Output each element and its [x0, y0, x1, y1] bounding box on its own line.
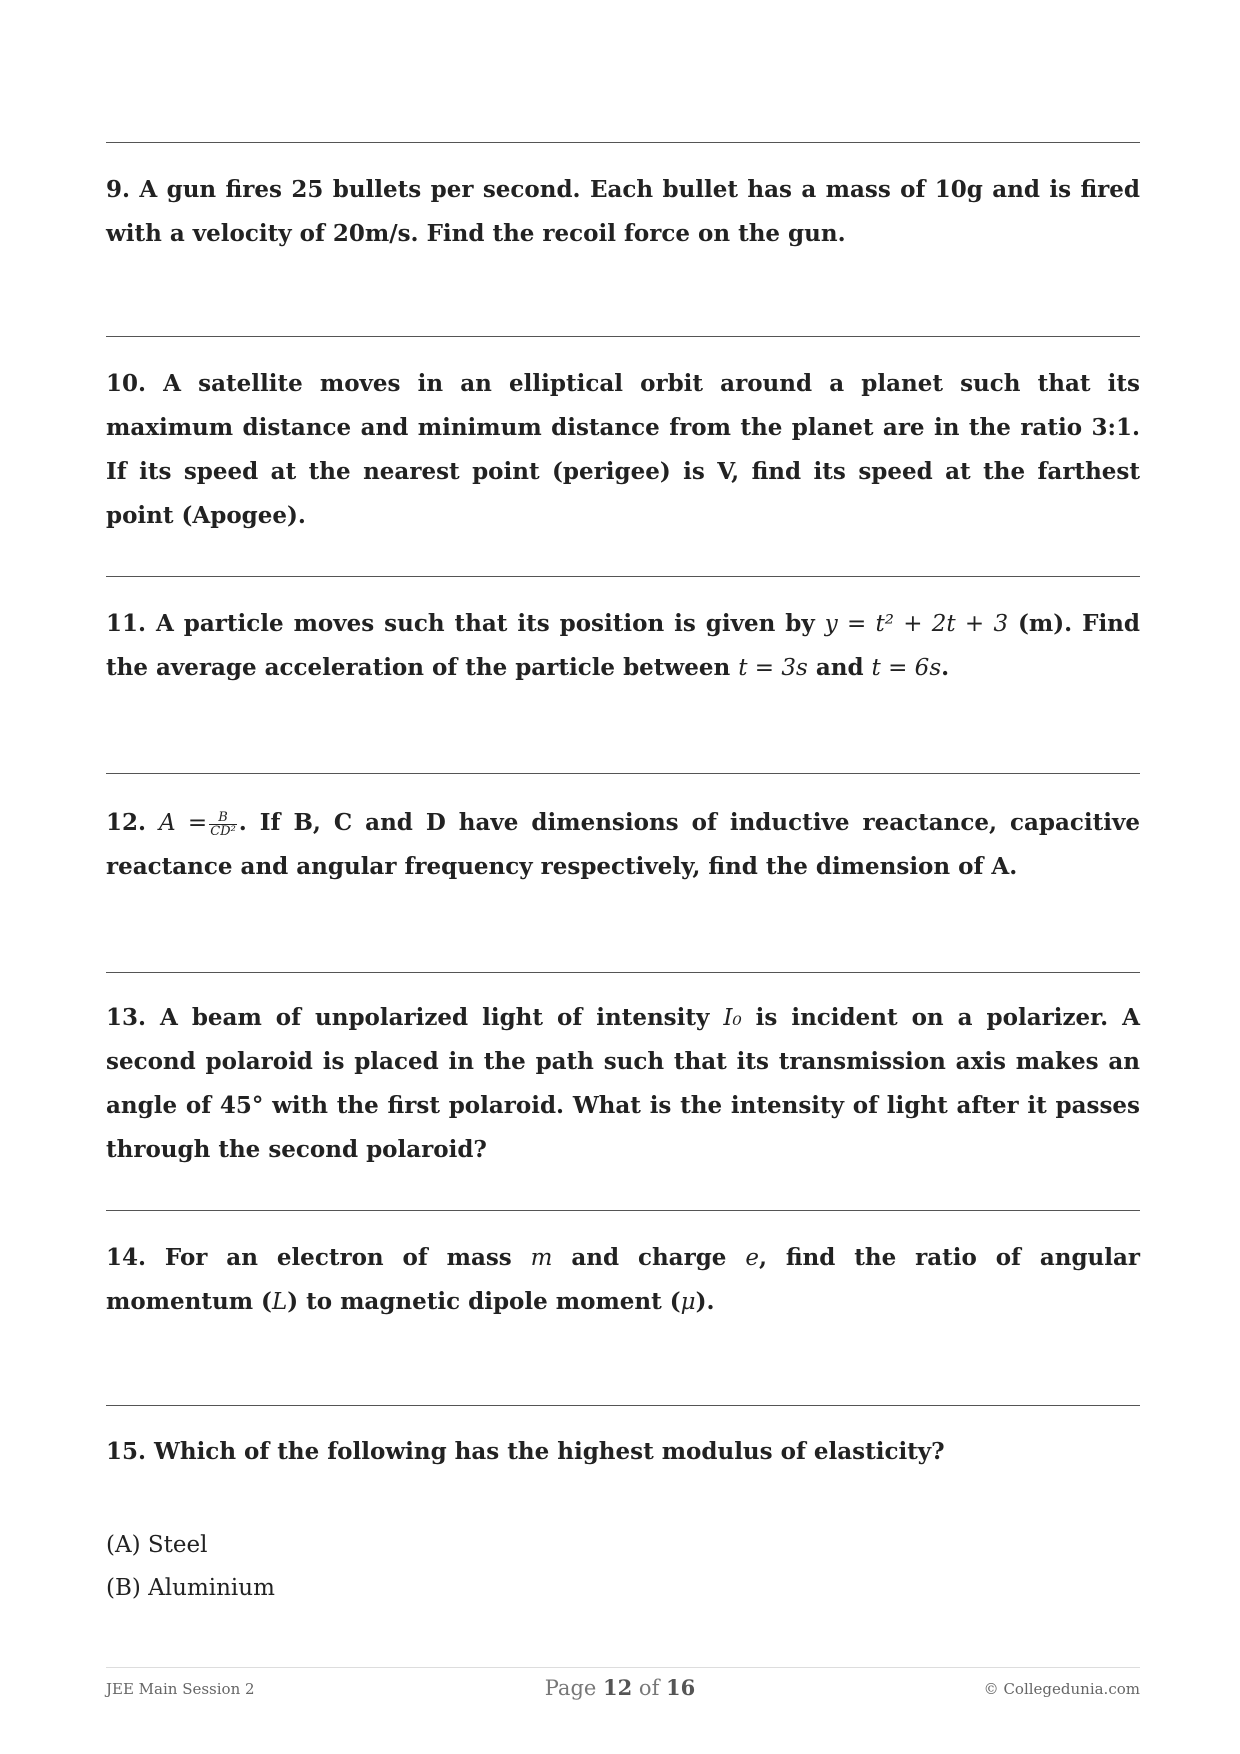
- question-11-equation-2: t = 3s: [738, 655, 808, 681]
- question-14: [106, 1236, 1140, 1324]
- page-of: of: [638, 1676, 660, 1700]
- question-12-fraction: [209, 811, 237, 838]
- footer-divider: [106, 1667, 1140, 1668]
- fraction-denominator: CD²: [210, 823, 236, 839]
- question-14-text-4: ) to magnetic dipole moment (: [287, 1288, 681, 1315]
- question-12-text: . If B, C and D have dimensions of inductive reactance, capacitive reactance and angular frequency respectively, find the dimension of A.: [106, 809, 1140, 880]
- page-word: Page: [544, 1676, 597, 1700]
- divider: [106, 1405, 1140, 1406]
- question-14-symbol-mass: m: [530, 1245, 553, 1271]
- question-13-symbol-intensity: I₀: [723, 1005, 742, 1031]
- question-14-symbol-angular-momentum: L: [271, 1289, 288, 1315]
- question-11-text-3: and: [815, 654, 864, 681]
- question-14-symbol-charge: e: [745, 1245, 759, 1271]
- question-11-text-2: (m). Find the average acceleration of the particle between: [106, 610, 1140, 681]
- question-10-text: 10. A satellite moves in an elliptical orbit around a planet such that its maximum distance and minimum distance from the planet are in the ratio 3:1. If its speed at the nearest point (perigee) is V, find its speed at the farthest point (Apogee).: [106, 370, 1140, 529]
- question-14-text-1: 14. For an electron of mass: [106, 1244, 512, 1271]
- divider: [106, 142, 1140, 143]
- question-13: [106, 996, 1140, 1172]
- question-9-text: 9. A gun fires 25 bullets per second. Each bullet has a mass of 10g and is fired with a velocity of 20m/s. Find the recoil force on the gun.: [106, 176, 1140, 247]
- footer-copyright: © Collegedunia.com: [983, 1680, 1140, 1698]
- question-14-text-3: , find the ratio of angular momentum (: [106, 1244, 1141, 1315]
- question-11: [106, 602, 1140, 690]
- page-total: 16: [666, 1675, 696, 1700]
- question-14-text-2: and charge: [571, 1244, 727, 1271]
- question-11-text-1: 11. A particle moves such that its position is given by: [106, 610, 815, 637]
- question-11-equation-1: y = t² + 2t + 3: [824, 611, 1009, 637]
- page-current: 12: [603, 1675, 633, 1700]
- question-11-equation-3: t = 6s: [871, 655, 942, 681]
- question-12-number: 12.: [106, 809, 147, 836]
- divider: [106, 576, 1140, 577]
- option-a: (A) Steel: [106, 1532, 208, 1558]
- divider: [106, 336, 1140, 337]
- divider: [106, 1210, 1140, 1211]
- question-15: [106, 1430, 1140, 1474]
- question-10: [106, 362, 1140, 538]
- footer-exam-name: JEE Main Session 2: [106, 1680, 255, 1698]
- option-b: (B) Aluminium: [106, 1575, 275, 1601]
- divider: [106, 972, 1140, 973]
- question-11-text-4: .: [941, 654, 950, 681]
- question-12: [106, 801, 1140, 889]
- question-9: [106, 168, 1140, 256]
- question-13-text-1: 13. A beam of unpolarized light of intensity: [106, 1004, 710, 1031]
- question-12-lhs: A =: [159, 810, 208, 836]
- divider: [106, 773, 1140, 774]
- question-14-symbol-mu: μ: [680, 1289, 696, 1315]
- question-14-text-5: ).: [695, 1288, 715, 1315]
- fraction-numerator: B: [209, 811, 237, 825]
- question-15-text: 15. Which of the following has the highest modulus of elasticity?: [106, 1438, 945, 1465]
- question-13-text-2: is incident on a polarizer. A second polaroid is placed in the path such that its transmission axis makes an angle of 45° with the first polaroid. What is the intensity of light after it passes through the second polaroid?: [106, 1004, 1140, 1163]
